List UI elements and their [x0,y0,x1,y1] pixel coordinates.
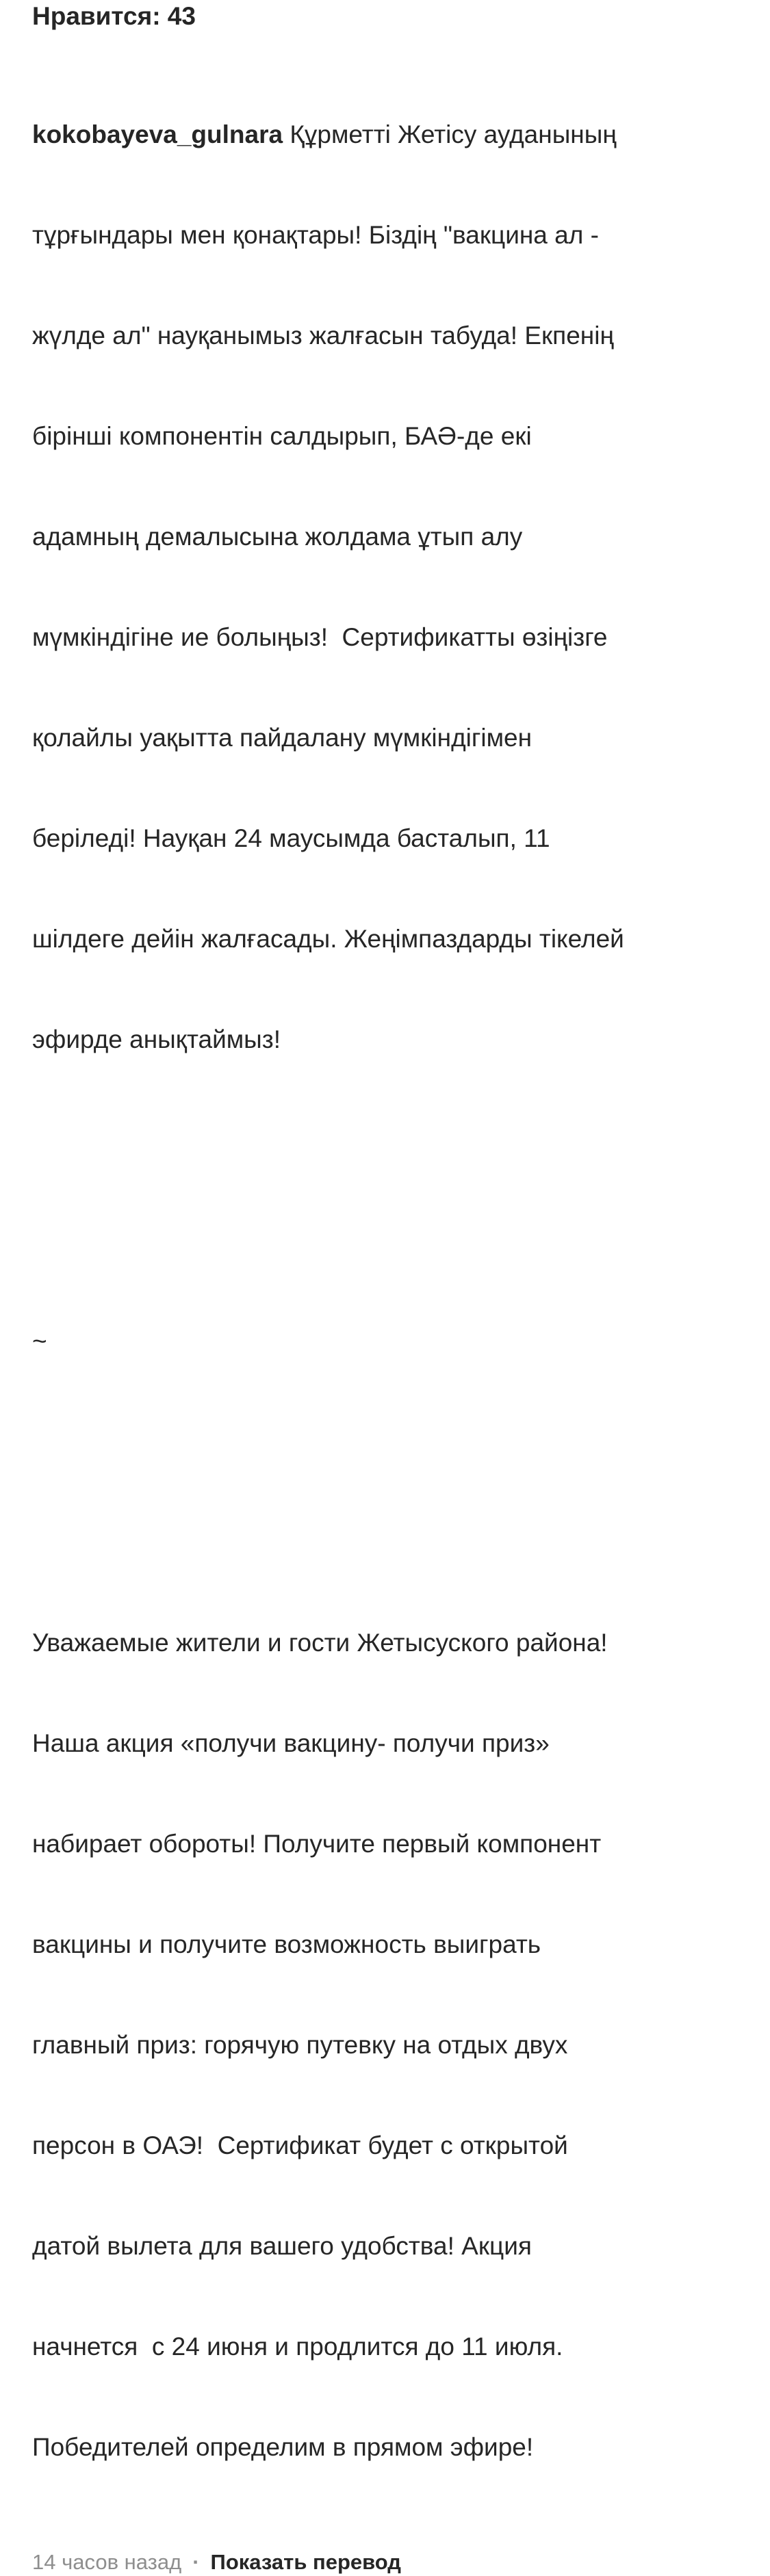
meta-separator-dot: · [192,2550,200,2574]
caption-line-kz: эфирде анықтаймыз! [32,1025,281,1053]
caption-text-kz-start: Құрметті Жетісу ауданының [283,120,617,148]
caption-line-ru: набирает обороты! Получите первый компонент [32,1830,602,1858]
post-meta-row [32,2549,751,2576]
caption-line-kz: мүмкіндігіне ие болыңыз! Сертификатты өзіңізге [32,623,608,651]
caption-first-line [32,118,751,151]
caption-blank-line [32,1425,751,1458]
caption-line-ru: вакцины и получите возможность выиграть [32,1930,541,1958]
caption-blank-line [32,1525,751,1559]
caption-line-ru: датой вылета для вашего удобства! Акция [32,2232,532,2260]
caption-line-kz: адамның демалысына жолдама ұтып алу [32,523,523,551]
caption-line-kz: тұрғындары мен қонақтары! Біздің "вакцина ал - [32,221,599,249]
caption-line-kz: бірінші компонентін салдырып, БАӘ-де екі [32,422,532,450]
caption-line-ru: Уважаемые жители и гости Жетысуского района! [32,1629,608,1657]
caption-line-kz: шілдеге дейін жалғасады. Жеңімпаздарды тікелей [32,925,624,953]
caption [32,51,751,2531]
post-timestamp: 14 часов назад [32,2550,182,2574]
username-link[interactable]: kokobayeva_gulnara [32,120,283,148]
caption-blank-line [32,1224,751,1257]
caption-line-kz: қолайлы уақытта пайдалану мүмкіндігімен [32,724,532,752]
show-translation-button[interactable]: Показать перевод [210,2550,401,2574]
caption-line-ru: начнется с 24 июня и продлится до 11 июля. [32,2332,563,2361]
caption-line-ru: Наша акция «получи вакцину- получи приз» [32,1729,550,1757]
caption-blank-line [32,1123,751,1157]
likes-count[interactable]: Нравится: 43 [32,2,196,30]
caption-line-ru: персон в ОАЭ! Сертификат будет с открытой [32,2131,568,2159]
caption-line-ru: Победителей определим в прямом эфире! [32,2433,534,2461]
caption-line-kz: жүлде ал" науқанымыз жалғасын табуда! Екпенің [32,321,614,350]
caption-separator: ~ [32,1327,47,1355]
caption-line-kz: беріледі! Науқан 24 маусымда басталып, 11 [32,824,550,852]
caption-line-ru: главный приз: горячую путевку на отдых двух [32,2031,568,2059]
post-caption-block [32,0,751,2576]
